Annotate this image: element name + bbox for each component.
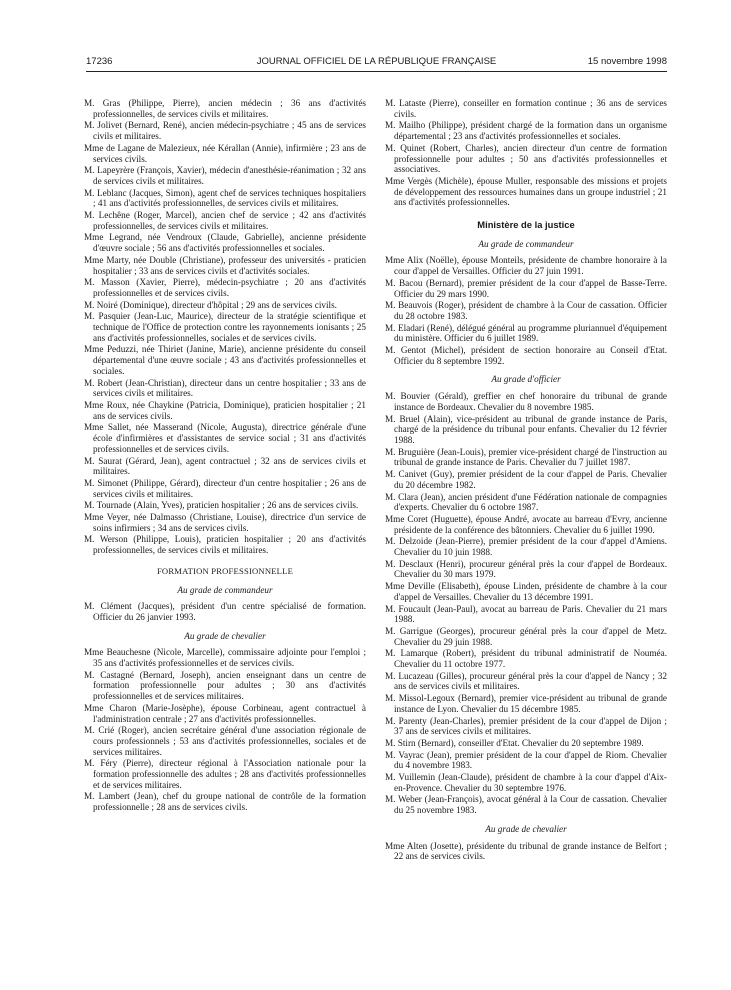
list-entry: M. Lamarque (Robert), président du tribunal administratif de Nouméa. Chevalier du 11 octobre 1977. <box>385 648 667 670</box>
list-entry: Mme Beauchesne (Nicole, Marcelle), commissaire adjointe pour l'emploi ; 35 ans d'activités professionnelles et de services civils. <box>84 647 366 669</box>
list-entry: M. Clément (Jacques), président d'un centre spécialisé de formation. Officier du 26 janvier 1993. <box>84 601 366 622</box>
list-entry: M. Crié (Roger), ancien secrétaire général d'une association régionale de cours professionnels ; 53 ans d'activités professionnelles, sociales et de services militaires. <box>84 725 366 757</box>
list-entry: M. Lechêne (Roger, Marcel), ancien chef de service ; 42 ans d'activités professionnelles, de services civils et militaires. <box>84 210 366 231</box>
list-entry: M. Robert (Jean-Christian), directeur dans un centre hospitalier ; 33 ans de services civils et militaires. <box>84 377 366 399</box>
list-entry: M. Gras (Philippe, Pierre), ancien médecin ; 36 ans d'activités professionnelles, de services civils et militaires. <box>84 98 366 119</box>
list-entry: Mme Roux, née Chaykine (Patricia, Dominique), praticien hospitalier ; 21 ans de services civils. <box>84 399 366 421</box>
list-entry: M. Lapeyrère (François, Xavier), médecin d'anesthésie-réanimation ; 32 ans de services civils et militaires. <box>84 165 366 186</box>
list-entry: M. Vuillemin (Jean-Claude), président de chambre à la cour d'appel d'Aix-en-Provence. Chevalier du 30 septembre 1976. <box>385 772 667 793</box>
list-entry: M. Bruguière (Jean-Louis), premier vice-président chargé de l'instruction au tribunal de grande instance de Paris. Chevalier du 7 juillet 1987. <box>385 446 667 468</box>
list-entry: M. Foucault (Jean-Paul), avocat au barreau de Paris. Chevalier du 21 mars 1988. <box>385 603 667 625</box>
right-column <box>385 98 667 863</box>
list-entry: M. Parenty (Jean-Charles), premier président de la cour d'appel de Dijon ; 37 ans de services civils et militaires. <box>385 715 667 737</box>
list-entry: Mme Charon (Marie-Josèphe), épouse Corbineau, agent contractuel à l'administration centrale ; 27 ans d'activités professionnelles. <box>84 702 366 724</box>
list-entry: M. Bacou (Bernard), premier président de la cour d'appel de Basse-Terre. Officier du 29 mars 1990. <box>385 277 667 299</box>
list-entry: Mme Coret (Huguette), épouse André, avocate au barreau d'Evry, ancienne présidente de la conférence des bâtonniers. Chevalier du 6 juillet 1990. <box>385 513 667 535</box>
list-entry: M. Weber (Jean-François), avocat général à la Cour de cassation. Chevalier du 25 novembre 1983. <box>385 794 667 816</box>
list-entry: Mme Sallet, née Masserand (Nicole, Augusta), directrice générale d'une école d'infirmières et d'assistantes de service social ; 31 ans d'activités professionnelles et de services civils. <box>84 422 366 454</box>
section-heading: Ministère de la justice <box>477 219 575 231</box>
list-entry: M. Bouvier (Gérald), greffier en chef honoraire du tribunal de grande instance de Bordeaux. Chevalier du 8 novembre 1985. <box>385 391 667 412</box>
list-entry: Mme Veyer, née Dalmasso (Christiane, Louise), directrice d'un service de soins infirmiers ; 34 ans de services civils. <box>84 512 366 533</box>
grade-heading: Au grade de commandeur <box>177 584 273 595</box>
list-entry: M. Simonet (Philippe, Gérard), directeur d'un centre hospitalier ; 26 ans de services civils et militaires. <box>84 477 366 499</box>
list-entry: Mme Vergès (Michèle), épouse Muller, responsable des missions et projets de développement des ressources humaines dans un groupe industriel ; 21 ans d'activités professionnelles. <box>385 175 667 208</box>
list-entry: M. Saurat (Gérard, Jean), agent contractuel ; 32 ans de services civils et militaires. <box>84 455 366 477</box>
journal-title: JOURNAL OFFICIEL DE LA RÉPUBLIQUE FRANÇAISE <box>256 56 497 67</box>
list-entry: Mme Peduzzi, née Thiriet (Janine, Marie), ancienne présidente du conseil départemental d'une œuvre sociale ; 43 ans d'activités professionnelles et sociales. <box>84 344 366 376</box>
list-entry: Mme Alix (Noëlle), épouse Monteils, présidente de chambre honoraire à la cour d'appel de Versailles. Officier du 27 juin 1991. <box>385 255 667 277</box>
list-entry: M. Tournade (Alain, Yves), praticien hospitalier ; 26 ans de services civils. <box>84 500 359 511</box>
page-number: 17236 <box>86 56 113 67</box>
left-column <box>84 98 366 814</box>
list-entry: M. Quinet (Robert, Charles), ancien directeur d'un centre de formation professionnelle pour adultes ; 50 ans d'activités professionnelles et associatives. <box>385 142 667 175</box>
list-entry: M. Lucazeau (Gilles), procureur général près la cour d'appel de Nancy ; 32 ans de services civils et militaires. <box>385 670 667 692</box>
grade-heading: Au grade d'officier <box>491 374 561 385</box>
publication-date: 15 novembre 1998 <box>587 56 667 67</box>
list-entry: M. Desclaux (Henri), procureur général près la cour d'appel de Bordeaux. Chevalier du 30 mars 1979. <box>385 558 667 580</box>
subsection-heading: FORMATION PROFESSIONNELLE <box>156 565 294 576</box>
page-header <box>86 56 667 70</box>
list-entry: M. Garrigue (Georges), procureur général près la cour d'appel de Metz. Chevalier du 29 juin 1988. <box>385 625 667 647</box>
list-entry: Mme Deville (Elisabeth), épouse Linden, présidente de chambre à la cour d'appel de Versailles. Chevalier du 13 décembre 1991. <box>385 581 667 602</box>
list-entry: M. Lataste (Pierre), conseiller en formation continue ; 36 ans de services civils. <box>385 98 667 119</box>
list-entry: Mme Legrand, née Vendroux (Claude, Gabrielle), ancienne présidente d'œuvre sociale ; 56 ans d'activités professionnelles et sociales. <box>84 232 366 254</box>
list-entry: M. Mailho (Philippe), président chargé de la formation dans un organisme départemental ; 23 ans d'activités professionnelles et sociales. <box>385 120 667 142</box>
list-entry: M. Castagné (Bernard, Joseph), ancien enseignant dans un centre de formation professionnelle pour adultes ; 30 ans d'activités professionnelles et de services militaires. <box>84 669 366 702</box>
list-entry: M. Clara (Jean), ancien président d'une Fédération nationale de compagnies d'experts. Chevalier du 6 octobre 1987. <box>385 491 667 513</box>
list-entry: M. Pasquier (Jean-Luc, Maurice), directeur de la stratégie scientifique et technique de l'Office de protection contre les rayonnements ionisants ; 25 ans d'activités professionnelles, sociales et de services civils. <box>84 311 366 343</box>
list-entry: Mme de Lagane de Malezieux, née Kérallan (Annie), infirmière ; 23 ans de services civils. <box>84 142 366 164</box>
grade-heading: Au grade de commandeur <box>478 238 574 249</box>
list-entry: M. Vayrac (Jean), premier président de la cour d'appel de Riom. Chevalier du 4 novembre 1983. <box>385 749 667 771</box>
grade-heading: Au grade de chevalier <box>485 823 567 834</box>
list-entry: M. Stirn (Bernard), conseiller d'Etat. Chevalier du 20 septembre 1989. <box>385 737 644 748</box>
header-rule <box>86 71 667 72</box>
list-entry: M. Bruel (Alain), vice-président au tribunal de grande instance de Paris, chargé de la présidence du tribunal pour enfants. Chevalier du 12 février 1988. <box>385 413 667 445</box>
list-entry: M. Delzoide (Jean-Pierre), premier président de la cour d'appel d'Amiens. Chevalier du 10 juin 1988. <box>385 536 667 558</box>
list-entry: M. Gentot (Michel), président de section honoraire au Conseil d'Etat. Officier du 8 septembre 1992. <box>385 345 667 366</box>
list-entry: M. Noiré (Dominique), directeur d'hôpital ; 29 ans de services civils. <box>84 299 337 310</box>
list-entry: M. Canivet (Guy), premier président de la cour d'appel de Paris. Chevalier du 20 décembre 1982. <box>385 469 667 490</box>
list-entry: M. Masson (Xavier, Pierre), médecin-psychiatre ; 20 ans d'activités professionnelles et de services civils. <box>84 277 366 298</box>
list-entry: M. Jolivet (Bernard, René), ancien médecin-psychiatre ; 45 ans de services civils et militaires. <box>84 120 366 142</box>
grade-heading: Au grade de chevalier <box>184 630 266 641</box>
list-entry: M. Féry (Pierre), directeur régional à l'Association nationale pour la formation professionnelle des adultes ; 28 ans d'activités professionnelles et de services militaires. <box>84 758 366 790</box>
list-entry: M. Lambert (Jean), chef du groupe national de contrôle de la formation professionnelle ; 28 ans de services civils. <box>84 791 366 813</box>
list-entry: M. Eladari (René), délégué général au programme pluriannuel d'équipement du ministère. Officier du 6 juillet 1989. <box>385 322 667 344</box>
list-entry: Mme Alten (Josette), présidente du tribunal de grande instance de Belfort ; 22 ans de services civils. <box>385 840 667 862</box>
list-entry: M. Missol-Legoux (Bernard), premier vice-président au tribunal de grande instance de Lyon. Chevalier du 15 décembre 1985. <box>385 693 667 714</box>
list-entry: M. Leblanc (Jacques, Simon), agent chef de services techniques hospitaliers ; 41 ans d'activités professionnelles, de services civils et militaires. <box>84 187 366 209</box>
list-entry: Mme Marty, née Double (Christiane), professeur des universités - praticien hospitalier ; 33 ans de services civils et d'activités sociales. <box>84 254 366 276</box>
list-entry: M. Beauvois (Roger), président de chambre à la Cour de cassation. Officier du 28 octobre 1983. <box>385 300 667 321</box>
list-entry: M. Werson (Philippe, Louis), praticien hospitalier ; 20 ans d'activités professionnelles, de services civils et militaires. <box>84 534 366 556</box>
